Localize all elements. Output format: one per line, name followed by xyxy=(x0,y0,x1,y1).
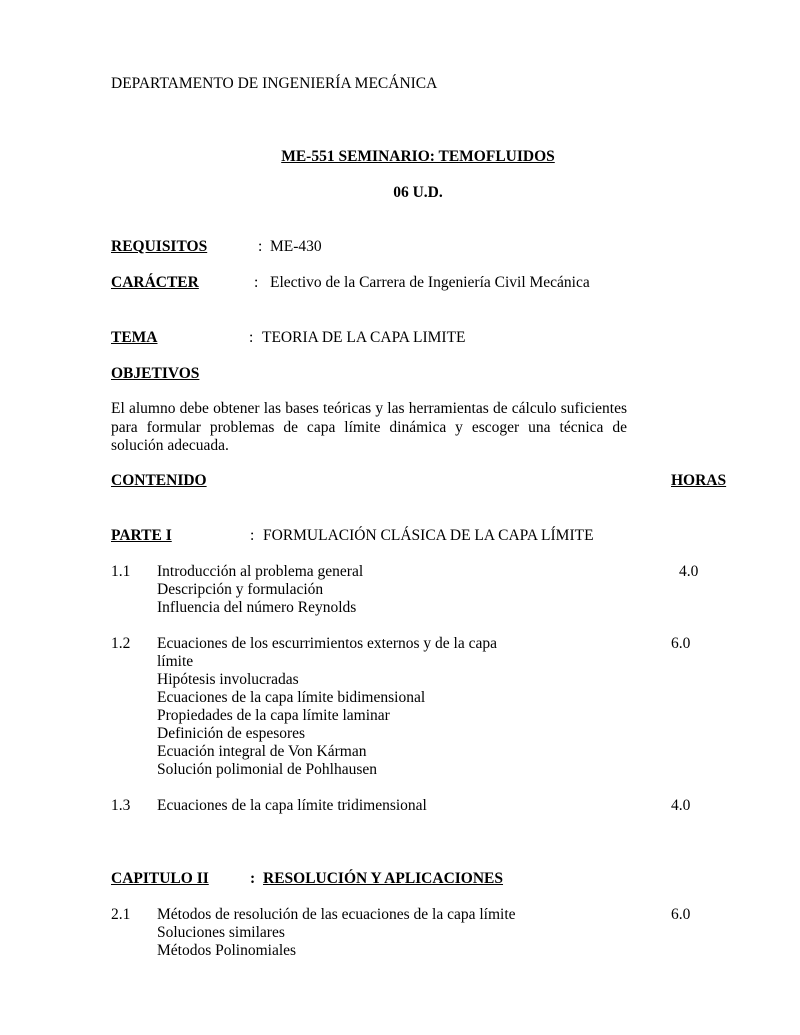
capitulo2-title: RESOLUCIÓN Y APLICACIONES xyxy=(263,870,504,887)
horas-label: HORAS xyxy=(671,472,727,489)
parte1-label: PARTE I xyxy=(111,527,172,544)
tema-sep: : xyxy=(249,329,254,346)
department-heading: DEPARTAMENTO DE INGENIERÍA MECÁNICA xyxy=(111,75,438,92)
parte1-title: FORMULACIÓN CLÁSICA DE LA CAPA LÍMITE xyxy=(263,527,594,544)
item-number: 1.2 xyxy=(111,635,131,652)
course-title: ME-551 SEMINARIO: TEMOFLUIDOS xyxy=(281,148,555,165)
caracter-value: Electivo de la Carrera de Ingeniería Civil Mecánica xyxy=(270,274,590,291)
capitulo2-label: CAPITULO II xyxy=(111,870,209,887)
item-topic-line: Ecuaciones de la capa límite tridimensional xyxy=(157,797,427,814)
item-hours: 4.0 xyxy=(679,563,699,580)
tema-value: TEORIA DE LA CAPA LIMITE xyxy=(262,329,466,346)
tema-label: TEMA xyxy=(111,329,158,346)
objetivos-text: El alumno debe obtener las bases teóricas y las herramientas de cálculo suficientes para formular problemas de capa límite dinámica y escoger una técnica de solución adecuada. xyxy=(111,400,627,454)
item-topic-line: Propiedades de la capa límite laminar xyxy=(157,707,390,724)
item-topic-line: Descripción y formulación xyxy=(157,581,324,598)
requisitos-sep: : xyxy=(258,238,263,255)
caracter-label: CARÁCTER xyxy=(111,274,199,291)
item-number: 1.3 xyxy=(111,797,131,814)
item-topic-line: Soluciones similares xyxy=(157,924,285,941)
item-topic-line: Introducción al problema general xyxy=(157,563,364,580)
item-topic-line: Ecuaciones de los escurrimientos externos y de la capa xyxy=(157,635,498,652)
objetivos-label: OBJETIVOS xyxy=(111,365,200,382)
item-number: 1.1 xyxy=(111,563,131,580)
item-topics xyxy=(157,563,363,617)
item-topics xyxy=(157,635,497,779)
item-topic-line: Solución polimonial de Pohlhausen xyxy=(157,761,377,778)
item-topics xyxy=(157,906,516,960)
requisitos-value: ME-430 xyxy=(270,238,322,255)
requisitos-label: REQUISITOS xyxy=(111,238,208,255)
course-credits: 06 U.D. xyxy=(393,184,443,201)
item-topic-line: Ecuación integral de Von Kárman xyxy=(157,743,367,760)
item-topic-line: Ecuaciones de la capa límite bidimensional xyxy=(157,689,426,706)
item-topic-line: límite xyxy=(157,653,194,670)
item-topic-line: Definición de espesores xyxy=(157,725,306,742)
item-number: 2.1 xyxy=(111,906,131,923)
item-topic-line: Hipótesis involucradas xyxy=(157,671,299,688)
item-topics xyxy=(157,797,427,815)
capitulo2-sep: : xyxy=(250,870,256,887)
item-topic-line: Métodos Polinomiales xyxy=(157,942,297,959)
caracter-sep: : xyxy=(254,274,259,291)
item-hours: 6.0 xyxy=(671,635,691,652)
item-hours: 4.0 xyxy=(671,797,691,814)
contenido-label: CONTENIDO xyxy=(111,472,207,489)
item-hours: 6.0 xyxy=(671,906,691,923)
item-topic-line: Influencia del número Reynolds xyxy=(157,599,357,616)
parte1-sep: : xyxy=(250,527,255,544)
item-topic-line: Métodos de resolución de las ecuaciones de la capa límite xyxy=(157,906,516,923)
